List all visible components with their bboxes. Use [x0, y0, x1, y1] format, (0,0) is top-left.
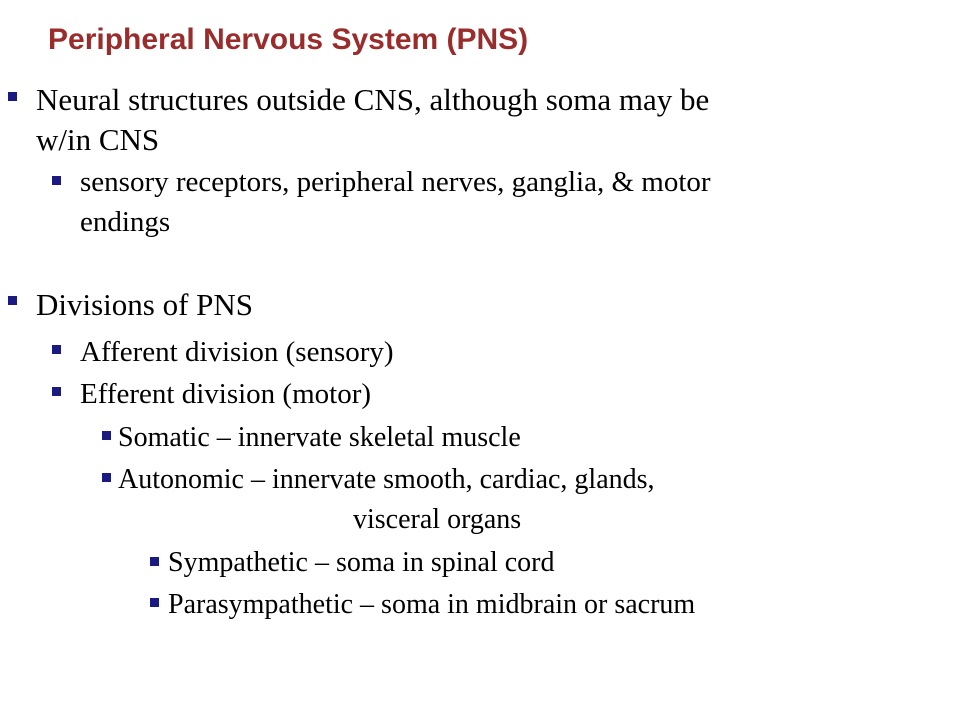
square-bullet-icon [52, 345, 61, 354]
bullet-text: Sympathetic – soma in spinal cord [168, 547, 555, 578]
bullet-text: Somatic – innervate skeletal muscle [118, 422, 521, 453]
bullet-text-continuation: visceral organs [353, 504, 522, 535]
bullet-text: Afferent division (sensory) [80, 336, 394, 368]
bullet-text-continuation: w/in CNS [36, 122, 160, 157]
slide-title: Peripheral Nervous System (PNS) [48, 23, 529, 56]
bullet-text: sensory receptors, peripheral nerves, ganglia, & motor [80, 166, 711, 198]
bullet-text-continuation: endings [80, 206, 171, 238]
square-bullet-icon [150, 557, 159, 566]
square-bullet-icon [52, 176, 61, 185]
bullet-text: Efferent division (motor) [80, 378, 372, 410]
bullet-text: Neural structures outside CNS, although soma may be [36, 82, 710, 117]
square-bullet-icon [8, 92, 17, 101]
square-bullet-icon [8, 296, 17, 305]
square-bullet-icon [102, 473, 111, 482]
square-bullet-icon [150, 598, 159, 607]
square-bullet-icon [102, 431, 111, 440]
bullet-text: Parasympathetic – soma in midbrain or sacrum [168, 589, 696, 620]
square-bullet-icon [52, 387, 61, 396]
bullet-text: Autonomic – innervate smooth, cardiac, glands, [118, 464, 655, 495]
bullet-text: Divisions of PNS [36, 287, 254, 322]
